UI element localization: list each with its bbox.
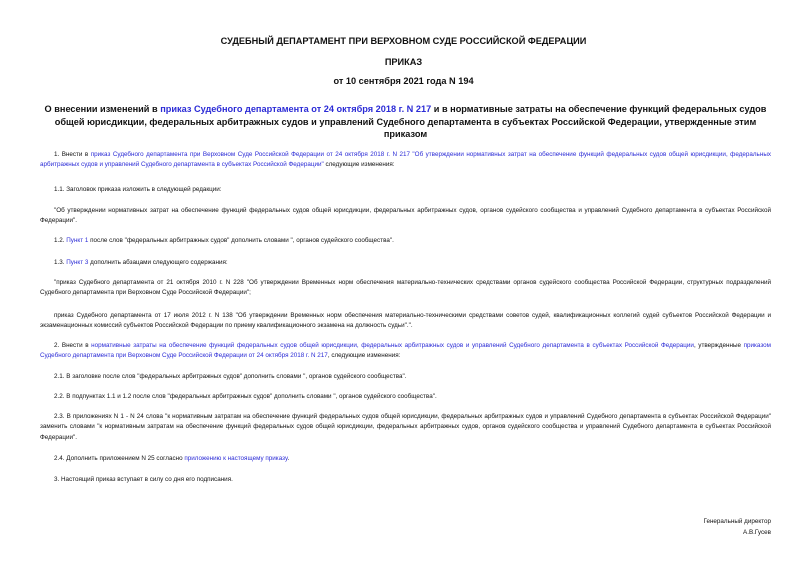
p1-3-link-point-3[interactable]: Пункт 3 — [66, 259, 89, 266]
p2-pre: 2. Внести в — [54, 342, 92, 349]
title-link-order-217[interactable]: приказ Судебного департамента от 24 октября 2018 г. N 217 — [160, 104, 432, 114]
title-post: и в нормативные затраты на обеспечение функций федеральных судов общей юрисдикции, федеральных арбитражных судов и управлений Судебного департамента в субъектах Российской Федерации, утвержденные этим приказом — [54, 104, 767, 140]
p2-link-norms[interactable]: нормативные затраты на обеспечение функций федеральных судов общей юрисдикции, федеральных арбитражных судов и управлений Судебного департамента в субъектах Российской Федерации — [91, 342, 694, 349]
p2-post: , следующие изменения: — [327, 352, 401, 360]
doc-title — [40, 103, 771, 141]
paragraph-2-4 — [40, 454, 771, 464]
signature-position: Генеральный директор — [703, 518, 771, 525]
paragraph-1-3-a: "приказ Судебного департамента от 21 октября 2010 г. N 228 "Об утверждении Временных норм обеспечения материально-технических средствами органов судейского сообщества Российской Федерации, структурных подразделений Судебного департамента при Верховном Суде Российской Федерации"; — [40, 279, 771, 297]
doc-type: ПРИКАЗ — [384, 57, 423, 67]
p1-2-pre: 1.2. — [54, 237, 67, 244]
p1-3-pre: 1.3. — [54, 259, 67, 266]
paragraph-3: 3. Настоящий приказ вступает в силу со дня его подписания. — [54, 476, 233, 483]
paragraph-1-1: 1.1. Заголовок приказа изложить в следующей редакции: — [54, 186, 222, 193]
p1-2-link-point-1[interactable]: Пункт 1 — [66, 237, 89, 244]
p2-4-link-appendix[interactable]: приложению к настоящему приказу — [184, 455, 288, 462]
paragraph-1-3-b: приказ Судебного департамента от 17 июля 2012 г. N 138 "Об утверждении Временных норм обеспечения материально-техническими средствами советов судей, квалификационных коллегий судей субъектов Российской Федерации и экзаменационных комиссий субъектов Российской Федерации по приему квалификационного экзамена на должность судьи".". — [40, 312, 771, 330]
p2-4-post: . — [287, 455, 290, 462]
p2-4-pre: 2.4. Дополнить приложением N 25 согласно — [54, 455, 185, 462]
p2-link-order-217[interactable]: приказом Судебного департамента при Верховном Суде Российской Федерации от 24 октября 2018 г. N 217 — [40, 342, 772, 360]
p2-mid: , утвержденные — [693, 342, 744, 349]
signature-name: А.В.Гусев — [743, 528, 771, 536]
p1-pre: 1. Внести в — [54, 151, 91, 158]
p1-link-order-217[interactable]: приказ Судебного департамента при Верховном Суде Российской Федерации от 24 октября 2018 г. N 217 "Об утверждении нормативных затрат на обеспечение функций федеральных судов общей юрисдикции, федеральных арбитражных судов и управлений Судебного департамента в субъектах Российской Федерации" — [40, 151, 771, 169]
p1-2-post: после слов "федеральных арбитражных судов" дополнить словами ", органов судейского сообщества". — [88, 237, 394, 244]
paragraph-1 — [40, 150, 771, 171]
paragraph-2-3: 2.3. В приложениях N 1 - N 24 слова "к нормативным затратам на обеспечение функций федеральных судов общей юрисдикции, федеральных арбитражных судов и управлений Судебного департамента в субъектах Российской Федерации" заменить словами "к нормативным затратам на обеспечение функций федеральных судов общей юрисдикции, федеральных арбитражных судов, органов судейского сообщества и управлений Судебного департамента в субъектах Российской Федерации". — [40, 413, 771, 441]
signature-block — [703, 517, 771, 538]
paragraph-2-1: 2.1. В заголовке после слов "федеральных арбитражных судов" дополнить словами ", органов судейского сообщества". — [54, 373, 407, 380]
org-name: СУДЕБНЫЙ ДЕПАРТАМЕНТ ПРИ ВЕРХОВНОМ СУДЕ РОССИЙСКОЙ ФЕДЕРАЦИИ — [220, 36, 587, 46]
doc-date-number: от 10 сентября 2021 года N 194 — [333, 76, 474, 86]
paragraph-1-1-quote: "Об утверждении нормативных затрат на обеспечение функций федеральных судов общей юрисдикции, федеральных арбитражных судов, органов судейского сообщества и управлений Судебного департамента в субъектах Российской Федерации". — [40, 207, 771, 225]
p1-3-post: дополнить абзацами следующего содержания: — [88, 259, 228, 266]
title-pre: О внесении изменений в — [44, 104, 161, 114]
paragraph-2 — [40, 341, 771, 362]
paragraph-1-3 — [40, 258, 771, 268]
paragraph-1-2 — [40, 236, 771, 246]
p1-post: следующие изменения: — [323, 161, 395, 169]
paragraph-2-2: 2.2. В подпунктах 1.1 и 1.2 после слов "федеральных арбитражных судов" дополнить словами ", органов судейского сообщества". — [54, 393, 437, 400]
